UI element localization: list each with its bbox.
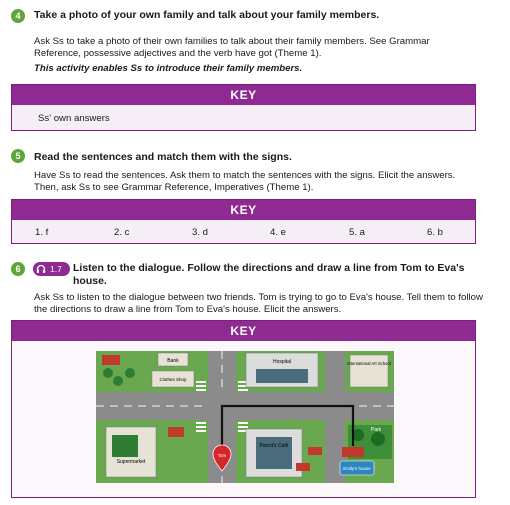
audio-track-number: 1.7 <box>50 264 62 274</box>
key-answer-2: 2. c <box>114 227 130 238</box>
svg-text:Emily's house: Emily's house <box>343 466 371 471</box>
svg-text:International Art School: International Art School <box>347 361 391 366</box>
svg-text:Park: Park <box>370 427 382 433</box>
key-answer-1: 1. f <box>35 227 49 238</box>
key-answer-6: 6. b <box>427 227 444 238</box>
clothes-shop-building <box>152 371 194 387</box>
red-roof-house <box>102 355 120 365</box>
audio-track-badge[interactable] <box>33 262 70 276</box>
exercise-6-key-box <box>11 320 476 498</box>
exercise-6-number: 6 <box>11 262 25 276</box>
exercise-4-instructions: Ask Ss to take a photo of their own families to talk about their family members. See Grammar Reference, possessive adjectives and the verb have got (Theme 1). <box>34 36 430 59</box>
exercise-4-heading: Take a photo of your own family and talk about your family members. <box>34 9 380 21</box>
art-school-building <box>347 355 390 387</box>
exercise-4-key-box <box>11 84 476 131</box>
headphones-icon <box>36 264 46 274</box>
svg-text:Tom: Tom <box>217 453 227 458</box>
svg-text:Hospital: Hospital <box>272 359 292 365</box>
svg-text:Bank: Bank <box>167 358 179 364</box>
svg-text:Parrot's Café: Parrot's Café <box>259 443 289 449</box>
exercise-4-key-title: KEY <box>12 85 475 105</box>
exercise-6-heading: Listen to the dialogue. Follow the directions and draw a line from Tom to Eva's house. <box>73 262 465 287</box>
key-answer-4: 4. e <box>270 227 287 238</box>
supermarket-building <box>106 427 156 477</box>
exercise-6-key-title: KEY <box>12 321 475 341</box>
exercise-5-key-box <box>11 199 476 244</box>
exercise-6-instructions: Ask Ss to listen to the dialogue between two friends. Tom is trying to go to Eva's house. Tell them to follow the directions to draw a line from Tom to Eva's house. Elicit the answers. <box>34 292 483 315</box>
exercise-5-instructions: Have Ss to read the sentences. Ask them to match the sentences with the signs. Elicit the answers. Then, ask Ss to see Grammar Reference, Imperatives (Theme 1). <box>34 170 456 193</box>
town-map <box>96 351 394 483</box>
key-answer-5: 5. a <box>349 227 366 238</box>
exercise-5-heading: Read the sentences and match them with the signs. <box>34 151 292 163</box>
exercise-5-key-title: KEY <box>12 200 475 220</box>
svg-text:Supermarket: Supermarket <box>116 459 146 465</box>
svg-text:Clothes Shop: Clothes Shop <box>159 377 187 382</box>
bank-building <box>158 353 188 366</box>
key-answer-3: 3. d <box>192 227 209 238</box>
red-roof-house <box>168 427 184 437</box>
exercise-4-note: This activity enables Ss to introduce their family members. <box>34 63 303 74</box>
exercise-4-number: 4 <box>11 9 25 23</box>
exercise-5-number: 5 <box>11 149 25 163</box>
hospital-building <box>246 353 318 387</box>
exercise-4-key-answer: Ss' own answers <box>38 113 110 124</box>
cafe-building <box>246 429 302 477</box>
